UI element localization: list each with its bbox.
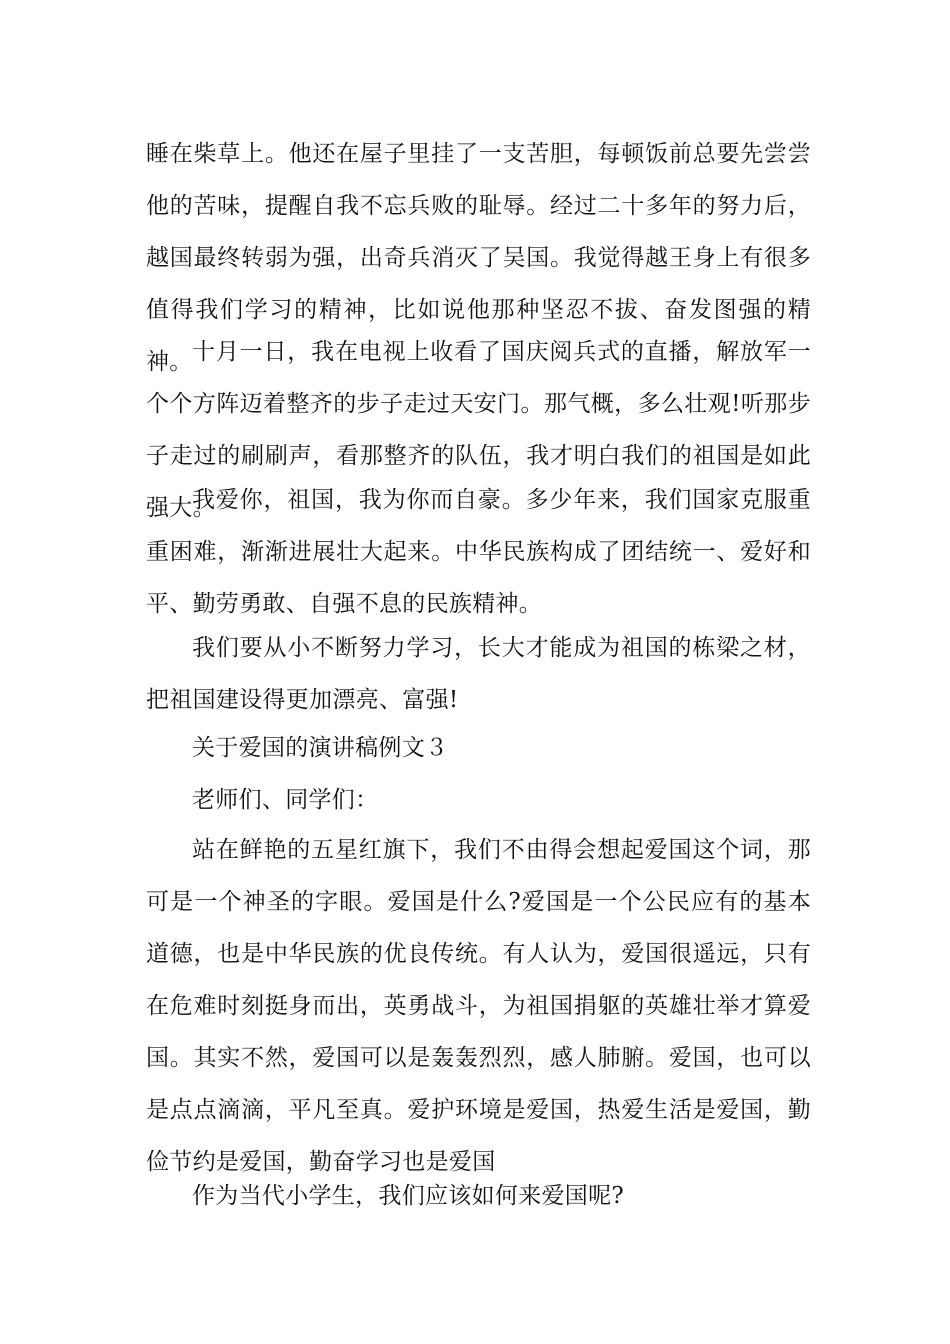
salutation: 老师们、同学们：: [192, 787, 379, 813]
paragraph-what-is-patriotism: 站在鲜艳的五星红旗下，我们不由得会想起爱国这个词，那可是一个神圣的字眼。爱国是什么?爱国是一个公民应有的基本道德，也是中华民族的优良传统。有人认为，爱国很遥远，只有在危难时刻挺身而出，英勇战斗，为祖国捐躯的英雄壮举才算爱国。其实不然，爱国可以是轰轰烈烈，感人肺腑。爱国，也可以是点点滴滴，平凡至真。爱护环境是爱国，热爱生活是爱国，勤俭节约是爱国，勤奋学习也是爱国: [146, 837, 811, 1175]
section-heading: 关于爱国的演讲稿例文３: [192, 735, 449, 761]
paragraph-love-motherland: 我爱你，祖国，我为你而自豪。多少年来，我们国家克服重重困难，渐渐进展壮大起来。中华民族构成了团结统一、爱好和平、勤劳勇敢、自强不息的民族精神。: [146, 487, 811, 617]
paragraph-question: 作为当代小学生，我们应该如何来爱国呢?: [192, 1183, 625, 1209]
paragraph-national-day-parade: 十月一日，我在电视上收看了国庆阅兵式的直播，解放军一个个方阵迈着整齐的步子走过天安门。那气概，多么壮观!听那步子走过的刷刷声，看那整齐的队伍，我才明白我们的祖国是如此强大。: [146, 339, 811, 521]
paragraph-study-hard: 我们要从小不断努力学习，长大才能成为祖国的栋梁之材，把祖国建设得更加漂亮、富强!: [146, 635, 811, 713]
paragraph-continuation: 睡在柴草上。他还在屋子里挂了一支苦胆，每顿饭前总要先尝尝他的苦味，提醒自我不忘兵败的耻辱。经过二十多年的努力后，越国最终转弱为强，出奇兵消灭了吴国。我觉得越王身上有很多值得我们学习的精神，比如说他那种坚忍不拔、奋发图强的精神。: [146, 141, 811, 375]
